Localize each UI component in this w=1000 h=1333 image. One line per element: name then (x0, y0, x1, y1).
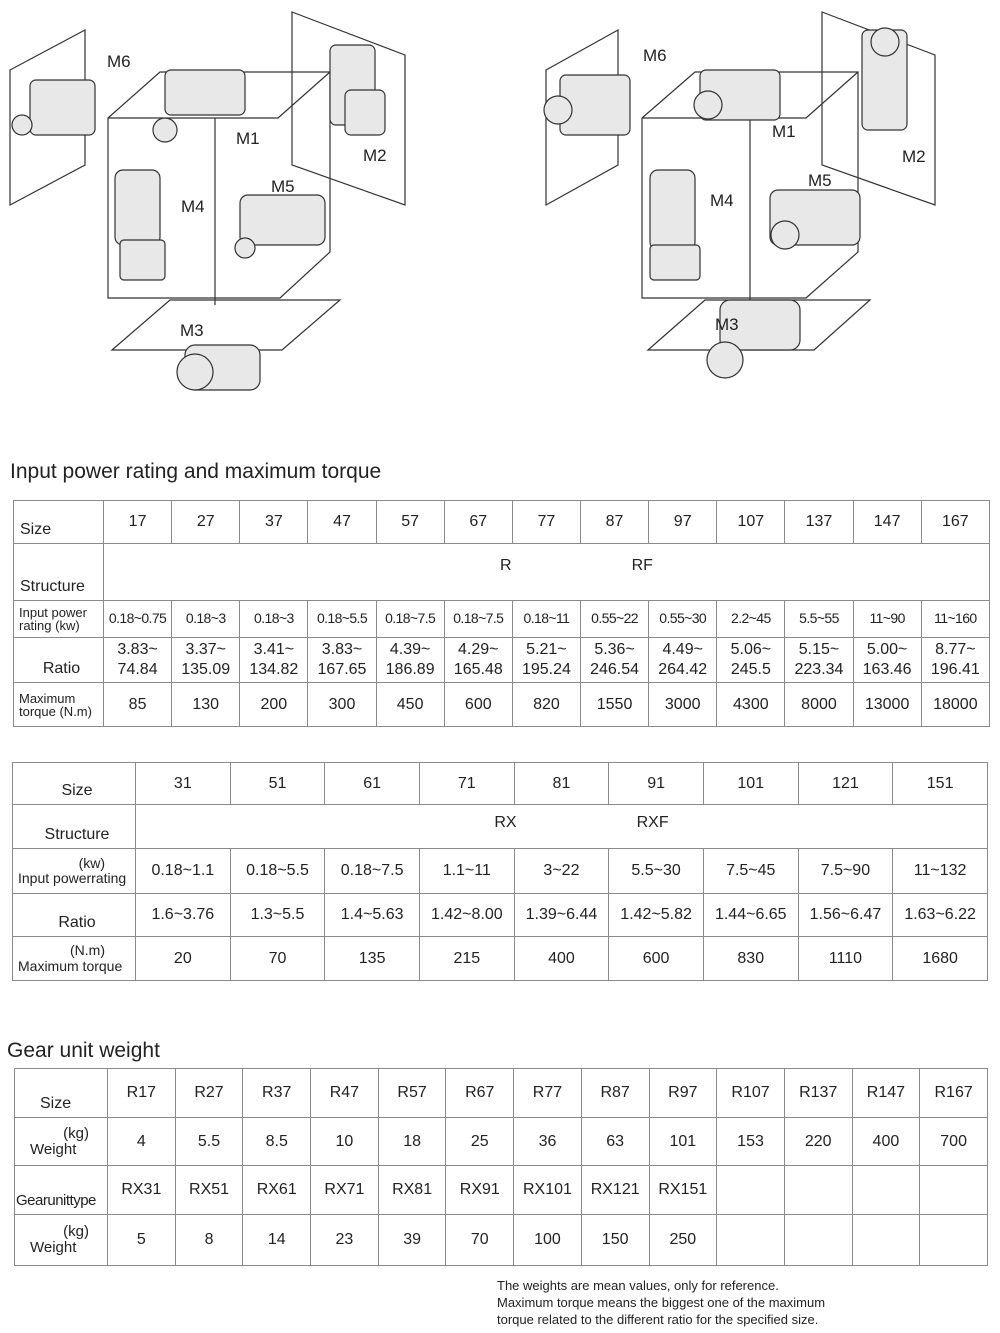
power-cell: 0.18~7.5 (376, 601, 444, 638)
torque-header (14, 683, 104, 727)
torque-label: Maximum torque (18, 957, 123, 974)
weight-table (14, 1068, 988, 1266)
type-cell: RX81 (378, 1166, 446, 1215)
label-m6-left: M6 (107, 52, 131, 71)
ratio-max: 74.84 (117, 661, 158, 678)
weight-cell: 39 (378, 1215, 446, 1266)
size-cell: R137 (784, 1069, 852, 1118)
torque-cell: 135 (325, 937, 420, 981)
weight2-header (15, 1215, 108, 1266)
section-title-power-torque: Input power rating and maximum torque (10, 460, 382, 483)
power-cell: 0.18~3 (240, 601, 308, 638)
weight-cell: 25 (446, 1118, 514, 1166)
weight-cell: 23 (311, 1215, 379, 1266)
size-cell: 87 (580, 501, 648, 544)
ratio-min: 5.06~ (730, 641, 772, 658)
size-cell: 47 (308, 501, 376, 544)
mounting-positions-illustration (0, 0, 1000, 430)
ratio-cell (240, 638, 308, 683)
weight2-unit: (kg) (63, 1223, 89, 1241)
weight-cell: 70 (446, 1215, 514, 1266)
weight-cell: 10 (311, 1118, 379, 1166)
structure-rxf: RXF (636, 814, 669, 831)
ratio-min: 8.77~ (935, 641, 976, 658)
footnote-line2: Maximum torque means the biggest one of the maximum (497, 1295, 826, 1310)
size-cell: 61 (325, 763, 420, 805)
size-cell: 31 (136, 763, 231, 805)
weight-cell: 153 (717, 1118, 785, 1166)
ratio-cell (172, 638, 240, 683)
power-cell: 7.5~90 (798, 849, 893, 894)
size-cell: 17 (104, 501, 172, 544)
size-cell: R67 (446, 1069, 514, 1118)
torque-cell: 830 (703, 937, 798, 981)
section-title-weight: Gear unit weight (7, 1039, 160, 1062)
weight-cell: 250 (649, 1215, 717, 1266)
ratio-cell: 1.44~6.65 (703, 894, 798, 937)
torque-cell: 13000 (853, 683, 921, 727)
power-cell: 7.5~45 (703, 849, 798, 894)
ratio-max: 167.65 (317, 661, 367, 678)
ratio-cell (512, 638, 580, 683)
weight-cell (717, 1215, 785, 1266)
size-cell: R77 (514, 1069, 582, 1118)
type-cell: RX101 (514, 1166, 582, 1215)
size-cell: R107 (717, 1069, 785, 1118)
torque-unit: (N.m) (70, 942, 105, 959)
power-unit: (kw) (78, 854, 105, 871)
size-cell: 77 (512, 501, 580, 544)
power-label: Input powerrating (18, 870, 127, 886)
torque-cell: 1680 (893, 937, 988, 981)
weight-cell (920, 1215, 988, 1266)
ratio-cell: 1.39~6.44 (514, 894, 609, 937)
power-cell: 5.5~55 (785, 601, 853, 638)
torque-cell: 3000 (649, 683, 717, 727)
power-header (13, 849, 136, 894)
size-cell: 101 (703, 763, 798, 805)
ratio-cell: 1.6~3.76 (136, 894, 231, 937)
size-cell: R17 (108, 1069, 176, 1118)
power-cell: 0.18~7.5 (325, 849, 420, 894)
size-cell: 151 (893, 763, 988, 805)
ratio-header: Ratio (13, 894, 136, 937)
size-cell: 107 (717, 501, 785, 544)
torque-cell: 215 (419, 937, 514, 981)
weight-cell (852, 1215, 920, 1266)
type-cell: RX151 (649, 1166, 717, 1215)
power-cell: 0.55~30 (649, 601, 717, 638)
label-m2-left: M2 (363, 146, 387, 165)
size-cell: 167 (921, 501, 989, 544)
label-m4-right: M4 (710, 191, 734, 210)
weight2-label: Weight (30, 1239, 77, 1256)
structure-rf: RF (631, 557, 653, 574)
size-header: Size (15, 1069, 108, 1118)
label-m3-left: M3 (180, 321, 204, 340)
weight-cell: 36 (514, 1118, 582, 1166)
ratio-max: 135.09 (181, 661, 231, 678)
gear-motor-drawings (12, 28, 907, 390)
ratio-max: 134.82 (249, 661, 299, 678)
power-label-line2: rating (kw) (19, 618, 80, 633)
torque-cell: 600 (609, 937, 704, 981)
power-cell: 0.18~1.1 (136, 849, 231, 894)
power-cell: 0.18~3 (172, 601, 240, 638)
power-cell: 11~90 (853, 601, 921, 638)
size-header: Size (14, 501, 104, 544)
torque-cell: 20 (136, 937, 231, 981)
ratio-cell (921, 638, 989, 683)
type-cell: RX121 (581, 1166, 649, 1215)
label-m6-right: M6 (643, 46, 667, 65)
type-cell (717, 1166, 785, 1215)
ratio-min: 3.37~ (185, 641, 226, 658)
torque-cell: 1550 (580, 683, 648, 727)
ratio-cell: 1.63~6.22 (893, 894, 988, 937)
ratio-cell: 1.3~5.5 (230, 894, 325, 937)
ratio-min: 5.15~ (798, 641, 840, 658)
size-cell: 147 (853, 501, 921, 544)
weight-cell: 150 (581, 1215, 649, 1266)
weight-cell: 101 (649, 1118, 717, 1166)
size-cell: 121 (798, 763, 893, 805)
weight-cell: 5.5 (175, 1118, 243, 1166)
ratio-cell (308, 638, 376, 683)
label-m5-right: M5 (808, 171, 832, 190)
weight-cell: 14 (243, 1215, 311, 1266)
power-cell: 1.1~11 (419, 849, 514, 894)
type-cell: RX61 (243, 1166, 311, 1215)
type-header: Gearunittype (15, 1166, 108, 1215)
torque-cell: 130 (172, 683, 240, 727)
torque-cell: 400 (514, 937, 609, 981)
power-cell: 0.18~7.5 (444, 601, 512, 638)
ratio-cell (717, 638, 785, 683)
size-cell: 37 (240, 501, 308, 544)
torque-label-line2: torque (N.m) (19, 703, 92, 719)
size-cell: R37 (243, 1069, 311, 1118)
size-cell: 137 (785, 501, 853, 544)
ratio-min: 5.21~ (526, 641, 567, 658)
ratio-cell (104, 638, 172, 683)
weight-cell: 8 (175, 1215, 243, 1266)
power-cell: 11~132 (893, 849, 988, 894)
weight-cell: 5 (108, 1215, 176, 1266)
ratio-cell (853, 638, 921, 683)
power-header (14, 601, 104, 638)
ratio-max: 223.34 (794, 661, 844, 678)
size-cell: 97 (649, 501, 717, 544)
power-cell: 0.18~0.75 (104, 601, 172, 638)
power-label-line1: Input power (19, 605, 87, 620)
ratio-cell: 1.42~8.00 (419, 894, 514, 937)
ratio-cell (376, 638, 444, 683)
weight-cell: 220 (784, 1118, 852, 1166)
torque-cell: 600 (444, 683, 512, 727)
rx-series-table (12, 762, 988, 981)
ratio-max: 245.5 (730, 661, 771, 678)
ratio-min: 4.39~ (389, 641, 431, 658)
torque-cell: 820 (512, 683, 580, 727)
structure-r: R (500, 557, 512, 574)
size-cell: 51 (230, 763, 325, 805)
ratio-cell (444, 638, 512, 683)
weight-cell: 100 (514, 1215, 582, 1266)
size-cell: 71 (419, 763, 514, 805)
type-cell (852, 1166, 920, 1215)
r-series-table (13, 500, 990, 727)
structure-header: Structure (14, 544, 104, 601)
torque-cell: 4300 (717, 683, 785, 727)
size-cell: 57 (376, 501, 444, 544)
size-cell: R87 (581, 1069, 649, 1118)
weight-cell: 63 (581, 1118, 649, 1166)
power-cell: 0.55~22 (580, 601, 648, 638)
ratio-cell (785, 638, 853, 683)
weight-cell: 4 (108, 1118, 176, 1166)
weight-header (15, 1118, 108, 1166)
size-cell: R27 (175, 1069, 243, 1118)
weight-label: Weight (30, 1140, 77, 1158)
ratio-cell: 1.4~5.63 (325, 894, 420, 937)
power-cell: 0.18~5.5 (230, 849, 325, 894)
torque-cell: 8000 (785, 683, 853, 727)
power-cell: 5.5~30 (609, 849, 704, 894)
size-cell: 81 (514, 763, 609, 805)
footnote (497, 1277, 825, 1328)
ratio-max: 264.42 (658, 661, 708, 678)
ratio-min: 3.41~ (253, 641, 295, 658)
ratio-cell (649, 638, 717, 683)
ratio-max: 196.41 (930, 661, 980, 678)
ratio-max: 163.46 (862, 661, 912, 678)
type-cell: RX51 (175, 1166, 243, 1215)
structure-values (136, 805, 988, 849)
ratio-cell (580, 638, 648, 683)
weight-cell (784, 1215, 852, 1266)
torque-cell: 70 (230, 937, 325, 981)
weight-unit: (kg) (63, 1124, 89, 1142)
size-cell: 27 (172, 501, 240, 544)
footnote-line1: The weights are mean values, only for reference. (497, 1278, 779, 1293)
torque-cell: 85 (104, 683, 172, 727)
label-m5-left: M5 (271, 177, 295, 196)
label-m1-left: M1 (236, 129, 260, 148)
ratio-min: 3.83~ (117, 641, 158, 658)
ratio-max: 246.54 (590, 661, 640, 678)
ratio-max: 195.24 (521, 661, 571, 678)
structure-rx: RX (494, 814, 517, 831)
ratio-cell: 1.42~5.82 (609, 894, 704, 937)
ratio-min: 4.49~ (662, 641, 703, 658)
ratio-min: 5.36~ (594, 641, 635, 658)
size-cell: R57 (378, 1069, 446, 1118)
torque-header (13, 937, 136, 981)
label-m2-right: M2 (902, 147, 926, 166)
ratio-max: 186.89 (385, 661, 435, 678)
torque-cell: 200 (240, 683, 308, 727)
torque-cell: 1110 (798, 937, 893, 981)
footnote-line3: torque related to the different ratio for the specified size. (497, 1312, 819, 1327)
size-cell: R167 (920, 1069, 988, 1118)
type-cell: RX91 (446, 1166, 514, 1215)
label-m3-right: M3 (715, 315, 739, 334)
weight-cell: 400 (852, 1118, 920, 1166)
size-cell: 91 (609, 763, 704, 805)
torque-cell: 18000 (921, 683, 989, 727)
type-cell (784, 1166, 852, 1215)
ratio-max: 165.48 (453, 661, 503, 678)
size-cell: R47 (311, 1069, 379, 1118)
ratio-cell: 1.56~6.47 (798, 894, 893, 937)
type-cell (920, 1166, 988, 1215)
weight-cell: 18 (378, 1118, 446, 1166)
weight-cell: 8.5 (243, 1118, 311, 1166)
type-cell: RX31 (108, 1166, 176, 1215)
torque-label-line1: Maximum (19, 690, 76, 706)
power-cell: 0.18~5.5 (308, 601, 376, 638)
size-cell: 67 (444, 501, 512, 544)
power-cell: 0.18~11 (512, 601, 580, 638)
ratio-min: 4.29~ (458, 641, 499, 658)
power-cell: 2.2~45 (717, 601, 785, 638)
structure-header: Structure (13, 805, 136, 849)
ratio-min: 3.83~ (321, 641, 363, 658)
size-header: Size (13, 763, 136, 805)
torque-cell: 450 (376, 683, 444, 727)
label-m1-right: M1 (772, 122, 796, 141)
torque-cell: 300 (308, 683, 376, 727)
power-cell: 11~160 (921, 601, 989, 638)
ratio-header: Ratio (14, 638, 104, 683)
power-cell: 3~22 (514, 849, 609, 894)
label-m4-left: M4 (181, 197, 205, 216)
structure-values (104, 544, 990, 601)
ratio-min: 5.00~ (866, 641, 908, 658)
type-cell: RX71 (311, 1166, 379, 1215)
size-cell: R147 (852, 1069, 920, 1118)
size-cell: R97 (649, 1069, 717, 1118)
weight-cell: 700 (920, 1118, 988, 1166)
